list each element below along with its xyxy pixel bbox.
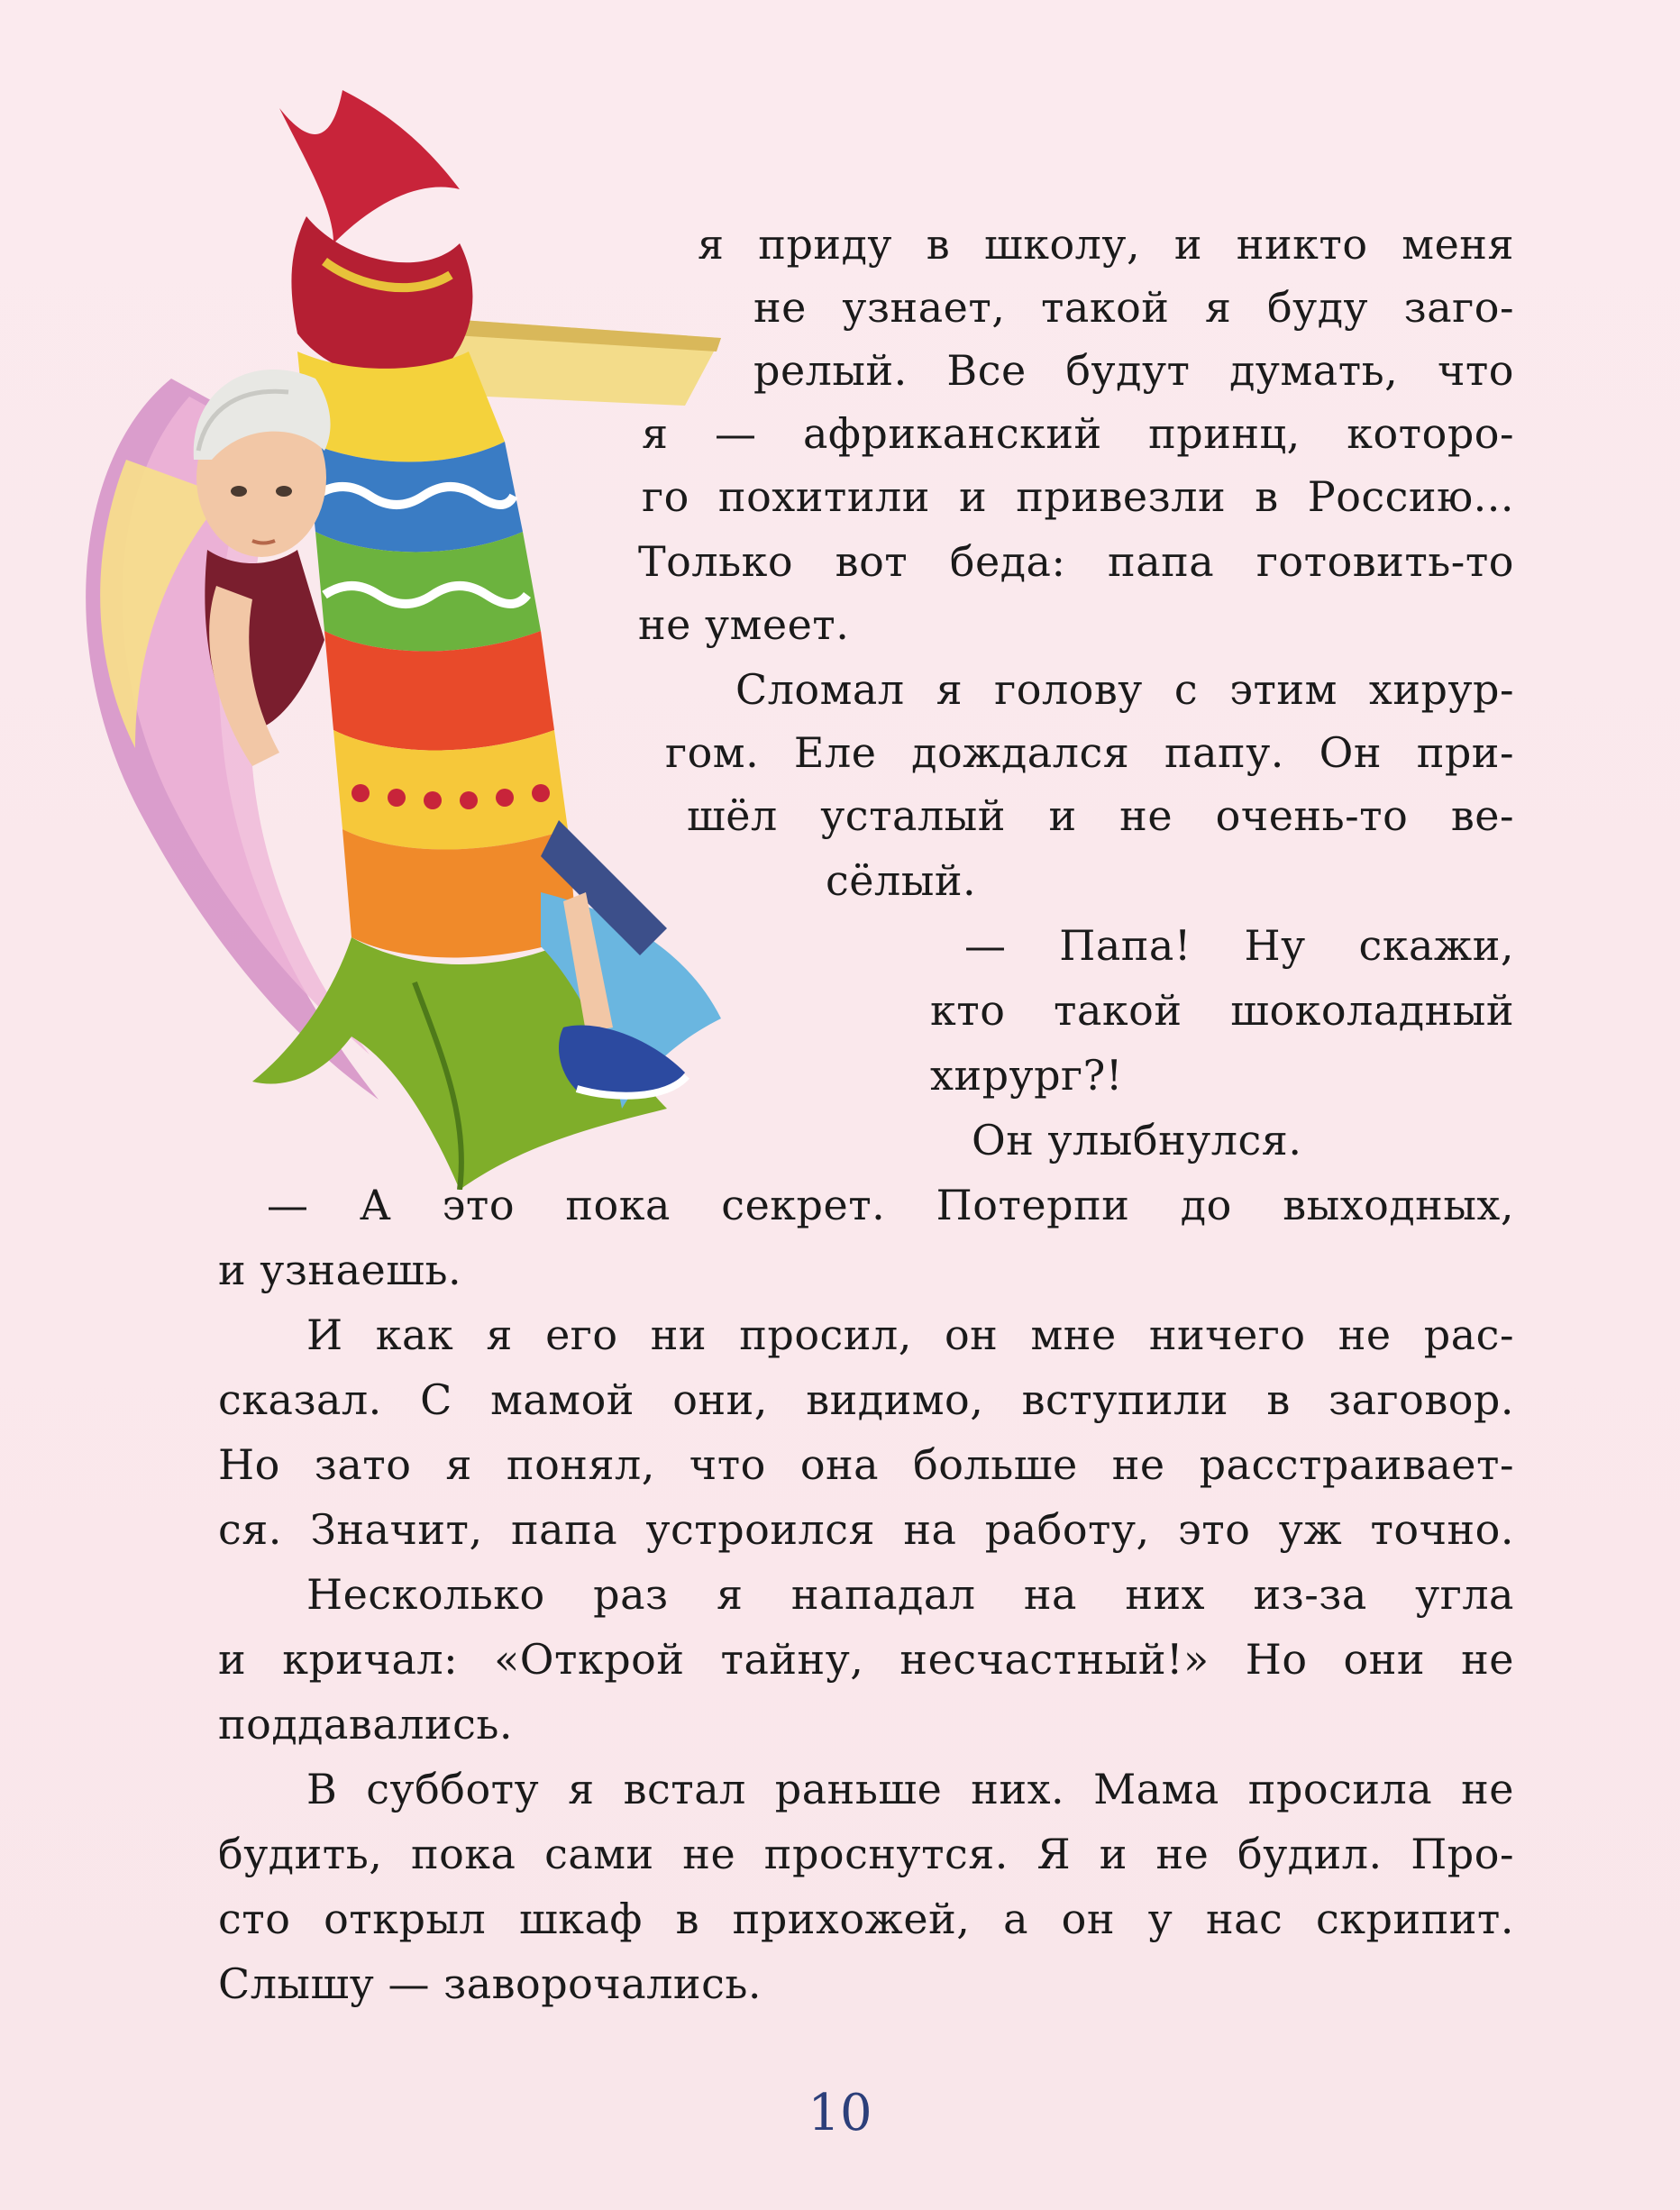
text-line: Но зато я понял, что она больше не расстраивает-	[218, 1440, 1514, 1489]
text-line: сто открыл шкаф в прихожей, а он у нас скрипит.	[218, 1895, 1514, 1943]
text-line: Он улыбнулся.	[972, 1116, 1302, 1164]
text-line: Сломал я голову с этим хирур-	[735, 665, 1514, 714]
text-line: я приду в школу, и никто меня	[698, 220, 1514, 269]
text-line: не узнает, такой я буду заго-	[753, 283, 1514, 332]
text-line: гом. Еле дождался папу. Он при-	[665, 728, 1514, 777]
page-number: 10	[808, 2084, 872, 2142]
text-line: — А это пока секрет. Потерпи до выходных,	[267, 1181, 1514, 1229]
text-line: я — африканский принц, которо-	[642, 409, 1514, 458]
text-line: кто такой шоколадный	[930, 986, 1514, 1035]
text-line: и узнаешь.	[218, 1246, 462, 1294]
text-line: релый. Все будут думать, что	[753, 346, 1514, 395]
text-line: хирург?!	[930, 1051, 1123, 1100]
text-line: Слышу — заворочались.	[218, 1959, 762, 2008]
boy-with-candy-illustration	[36, 81, 721, 1190]
text-line: В субботу я встал раньше них. Мама просила не	[306, 1765, 1514, 1813]
text-line: Несколько раз я нападал на них из-за угла	[306, 1570, 1514, 1619]
text-line: не умеет.	[638, 600, 850, 649]
text-line: сказал. С мамой они, видимо, вступили в заговор.	[218, 1375, 1514, 1424]
text-line: будить, пока сами не проснутся. Я и не будил. Про-	[218, 1830, 1514, 1878]
text-line: ся. Значит, папа устроился на работу, это уж точно.	[218, 1505, 1514, 1554]
text-line: шёл усталый и не очень-то ве-	[687, 791, 1514, 840]
text-line: — Папа! Ну скажи,	[964, 921, 1514, 970]
text-line: сёлый.	[826, 856, 977, 905]
text-line: го похитили и привезли в Россию...	[642, 472, 1514, 521]
text-line: поддавались.	[218, 1700, 514, 1749]
text-line: И как я его ни просил, он мне ничего не рас-	[306, 1310, 1514, 1359]
text-line: Только вот беда: папа готовить-то	[638, 537, 1514, 586]
text-line: и кричал: «Открой тайну, несчастный!» Но они не	[218, 1635, 1514, 1684]
